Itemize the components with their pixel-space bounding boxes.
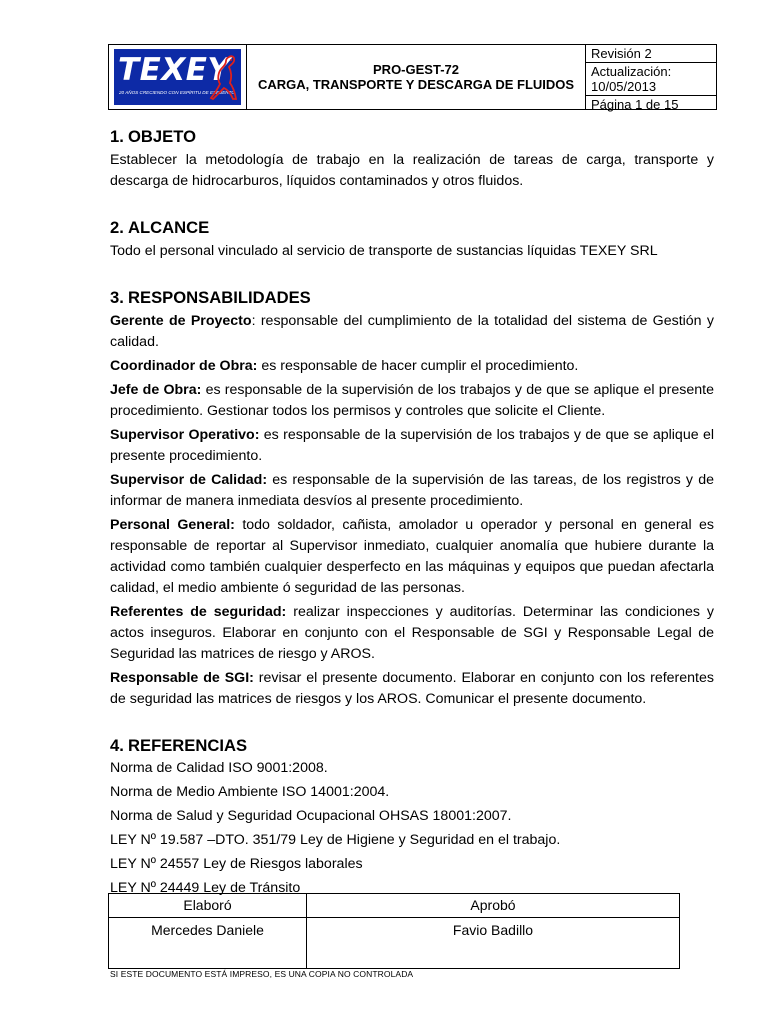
revision: Revisión 2	[586, 45, 716, 63]
logo-tagline: 20 AÑOS CRECIENDO CON ESPÍRITU DE ESFUERZO	[119, 90, 235, 95]
reference-item: Norma de Medio Ambiente ISO 14001:2004.	[110, 784, 390, 800]
document-meta	[586, 45, 716, 112]
document-code: PRO-GEST-72	[373, 62, 459, 77]
responsibility-item: Supervisor Operativo: es responsable de la supervisión de los trabajos y de que se aplique el presente procedimiento.	[110, 427, 714, 464]
document-body	[110, 126, 714, 900]
approved-label: Aprobó	[307, 894, 680, 918]
section-title-alcance: 2. ALCANCE	[110, 218, 210, 237]
reference-item: Norma de Salud y Seguridad Ocupacional OHSAS 18001:2007.	[110, 808, 512, 824]
responsibility-item: Gerente de Proyecto: responsable del cumplimiento de la totalidad del sistema de Gestión y calidad.	[110, 313, 715, 350]
section-title-referencias: 4. REFERENCIAS	[110, 736, 248, 755]
document-title-cell	[247, 45, 586, 109]
objeto-text: Establecer la metodología de trabajo en la realización de tareas de carga, transporte y descarga de hidrocarburos, líquidos contaminados y otros fluidos.	[110, 152, 714, 189]
approved-by: Favio Badillo	[307, 918, 680, 969]
responsibility-item: Jefe de Obra: es responsable de la supervisión de los trabajos y de que se aplique el presente procedimiento. Gestionar todos los permisos y controles que solicite el Cliente.	[110, 382, 714, 419]
logo-brand: TEXEY	[118, 52, 231, 88]
responsibility-item: Coordinador de Obra: es responsable de hacer cumplir el procedimiento.	[110, 358, 579, 374]
update-label: Actualización:	[591, 64, 672, 79]
reference-item: LEY Nº 24449 Ley de Tránsito	[110, 880, 301, 896]
document-header	[108, 44, 717, 110]
signature-table	[108, 893, 680, 969]
kangaroo-icon	[209, 53, 239, 103]
alcance-text: Todo el personal vinculado al servicio de transporte de sustancias líquidas TEXEY SRL	[110, 243, 658, 259]
responsibility-item: Personal General: todo soldador, cañista, amolador u operador y personal en general es responsable de reportar al Supervisor inmediato, cualquier anomalía que hubiere durante la actividad como también cualquier desperfecto en las máquinas y equipos que puedan afectarla calidad, el medio ambiente ó seguridad de las personas.	[110, 517, 714, 596]
reference-item: LEY Nº 24557 Ley de Riesgos laborales	[110, 856, 363, 872]
reference-item: Norma de Calidad ISO 9001:2008.	[110, 760, 328, 776]
responsibility-item: Supervisor de Calidad: es responsable de la supervisión de las tareas, de los registros y de informar de manera inmediata desvíos al presente procedimiento.	[110, 472, 714, 509]
prepared-by: Mercedes Daniele	[109, 918, 307, 969]
reference-item: LEY Nº 19.587 –DTO. 351/79 Ley de Higiene y Seguridad en el trabajo.	[110, 832, 561, 848]
logo-cell	[109, 45, 247, 109]
document-title: CARGA, TRANSPORTE Y DESCARGA DE FLUIDOS	[257, 77, 575, 92]
responsibility-item: Referentes de seguridad: realizar inspecciones y auditorías. Determinar las condiciones y actos inseguros. Elaborar en conjunto con el Responsable de SGI y Responsable Legal de Seguridad las matrices de riesgo y AROS.	[110, 604, 714, 662]
responsibility-item: Responsable de SGI: revisar el presente documento. Elaborar en conjunto con los referentes de seguridad las matrices de riesgos y los AROS. Comunicar el presente documento.	[110, 670, 714, 707]
update-info	[586, 63, 716, 96]
prepared-label: Elaboró	[109, 894, 307, 918]
uncontrolled-copy-notice: SI ESTE DOCUMENTO ESTÁ IMPRESO, ES UNA COPIA NO CONTROLADA	[110, 969, 414, 979]
page-number: Página 1 de 15	[591, 97, 679, 112]
section-title-responsabilidades: 3. RESPONSABILIDADES	[110, 288, 311, 307]
company-logo	[114, 49, 241, 105]
section-title-objeto: 1. OBJETO	[110, 127, 196, 146]
update-date: 10/05/2013	[591, 79, 657, 94]
